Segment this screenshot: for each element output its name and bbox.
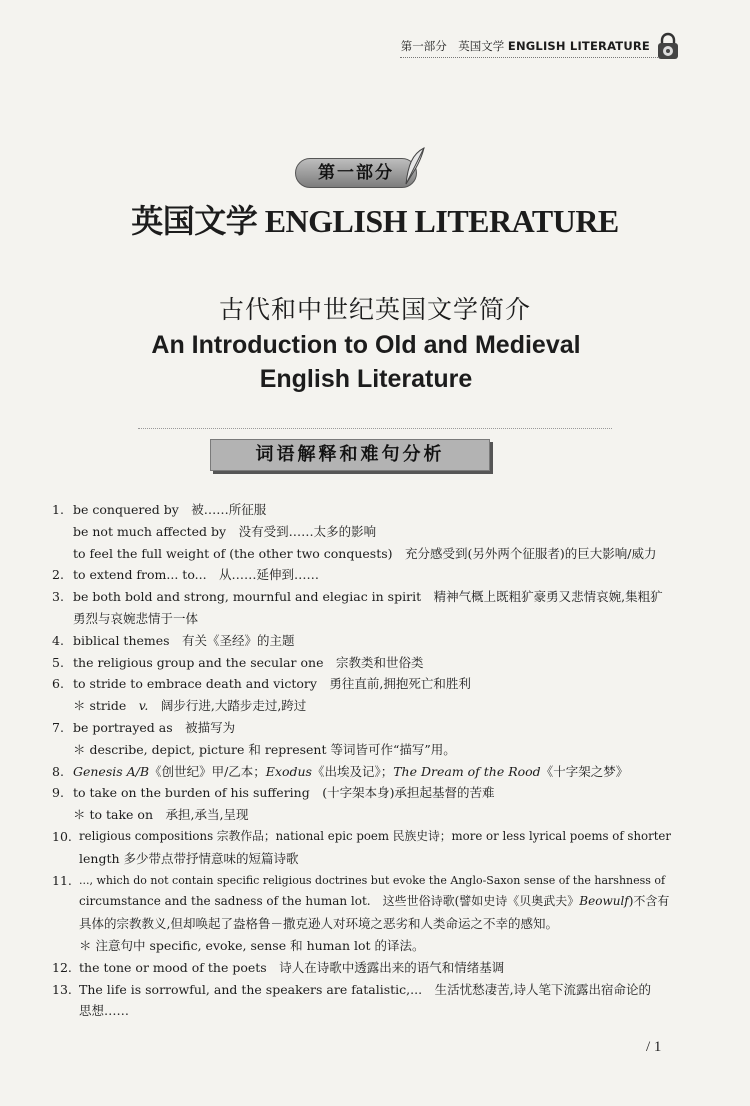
section-divider: [138, 428, 612, 429]
chapter-title-en-line2: English Literature: [259, 365, 473, 393]
item-number: 10.: [52, 828, 72, 844]
item-line: 具体的宗教教义,但却唤起了盎格鲁－撒克逊人对环境之恶劣和人类命运之不幸的感知。: [79, 916, 558, 932]
item-number: 13.: [52, 981, 72, 997]
work-title: Beowulf: [579, 894, 629, 909]
work-title: Genesis A/B: [73, 763, 150, 779]
work-title-cn: 《出埃及记》；: [311, 763, 394, 779]
list-item: [52, 826, 677, 870]
chapter-title-en: [130, 328, 602, 396]
item-line: the religious group and the secular one 宗教类和世俗类: [73, 654, 424, 670]
list-item: [52, 586, 677, 630]
feather-icon: [402, 146, 428, 188]
item-line: religious compositions 宗教作品；national epic poem 民族史诗；more or less lyrical poems of shorter: [79, 828, 672, 843]
item-number: 1.: [52, 502, 64, 517]
part-title: 英国文学 ENGLISH LITERATURE: [131, 203, 619, 239]
list-item: [52, 673, 677, 717]
chapter-title-en-line1: An Introduction to Old and Medieval: [151, 331, 581, 359]
list-item: [52, 761, 677, 783]
list-item: [52, 564, 677, 586]
running-header-en: ENGLISH LITERATURE: [507, 39, 650, 53]
item-number: 9.: [52, 785, 64, 801]
item-number: 12.: [52, 959, 72, 975]
work-title: The Dream of the Rood: [393, 763, 541, 779]
part-badge: 第一部分: [295, 158, 417, 188]
item-note: ＊ describe, depict, picture 和 represent 等词皆可作“描写”用。: [73, 741, 456, 757]
item-line: 思想……: [79, 1003, 130, 1019]
item-line: 勇烈与哀婉悲情于一体: [73, 610, 199, 626]
line-text: )不含有: [628, 894, 670, 909]
list-item: [52, 957, 677, 979]
part-of-speech: v.: [138, 698, 149, 714]
item-line: to extend from... to... 从……延伸到……: [73, 567, 320, 583]
item-number: 7.: [52, 719, 64, 735]
note-text: ＊ stride: [73, 698, 139, 714]
item-line: be both bold and strong, mournful and elegiac in spirit 精神气概上既粗犷豪勇又悲情哀婉,集粗犷: [73, 589, 663, 605]
work-title: Exodus: [265, 763, 312, 779]
running-header-cn: 第一部分 英国文学: [400, 39, 505, 53]
header-divider: [400, 57, 658, 58]
work-title-cn: 《十字架之梦》: [540, 763, 629, 779]
item-line: be not much affected by 没有受到……太多的影响: [73, 523, 377, 539]
item-line: [79, 891, 677, 913]
section-banner: 词语解释和难句分析: [210, 439, 490, 471]
list-item: [52, 652, 677, 674]
lock-icon: [657, 32, 679, 60]
work-title-cn: 《创世纪》甲/乙本；: [149, 763, 266, 779]
item-line: [73, 761, 677, 783]
vocabulary-list: [52, 499, 677, 1022]
item-line: ..., which do not contain specific religious doctrines but evoke the Anglo-Saxon sense of the harshness of: [79, 873, 666, 887]
item-number: 5.: [52, 654, 64, 670]
item-note: ＊ to take on 承担,承当,呈现: [73, 807, 249, 823]
item-line: The life is sorrowful, and the speakers are fatalistic,... 生活忧愁凄苦,诗人笔下流露出宿命论的: [79, 981, 652, 997]
item-number: 6.: [52, 676, 64, 692]
item-line: to take on the burden of his suffering (十字架本身)承担起基督的苦难: [73, 785, 495, 801]
list-item: [52, 717, 677, 761]
list-item: [52, 499, 677, 564]
note-text: 阔步行进,大踏步走过,跨过: [148, 698, 307, 714]
list-item: [52, 630, 677, 652]
list-item: [52, 979, 677, 1023]
item-note: [73, 695, 677, 717]
item-line: length 多少带点带抒情意味的短篇诗歌: [79, 850, 299, 866]
item-note: ＊ 注意句中 specific, evoke, sense 和 human lot 的译法。: [79, 937, 425, 953]
item-number: 8.: [52, 763, 64, 779]
line-text: circumstance and the sadness of the human lot. 这些世俗诗歌(譬如史诗《贝奥武夫》: [79, 894, 580, 909]
item-line: to feel the full weight of (the other two conquests) 充分感受到(另外两个征服者)的巨大影响/威力: [73, 545, 657, 561]
item-number: 11.: [52, 872, 72, 888]
list-item: [52, 870, 677, 957]
item-line: be portrayed as 被描写为: [73, 719, 236, 735]
item-number: 3.: [52, 589, 64, 605]
list-item: [52, 782, 677, 826]
item-line: the tone or mood of the poets 诗人在诗歌中透露出来的语气和情绪基调: [79, 959, 505, 975]
chapter-title-cn: 古代和中世纪英国文学简介: [218, 295, 531, 324]
item-number: 4.: [52, 632, 64, 648]
item-line: to stride to embrace death and victory 勇往直前,拥抱死亡和胜利: [73, 676, 471, 692]
running-header: [401, 38, 650, 54]
page-number: / 1: [646, 1039, 662, 1055]
item-line: be conquered by 被……所征服: [73, 502, 267, 517]
item-number: 2.: [52, 567, 64, 583]
item-line: biblical themes 有关《圣经》的主题: [73, 632, 295, 648]
